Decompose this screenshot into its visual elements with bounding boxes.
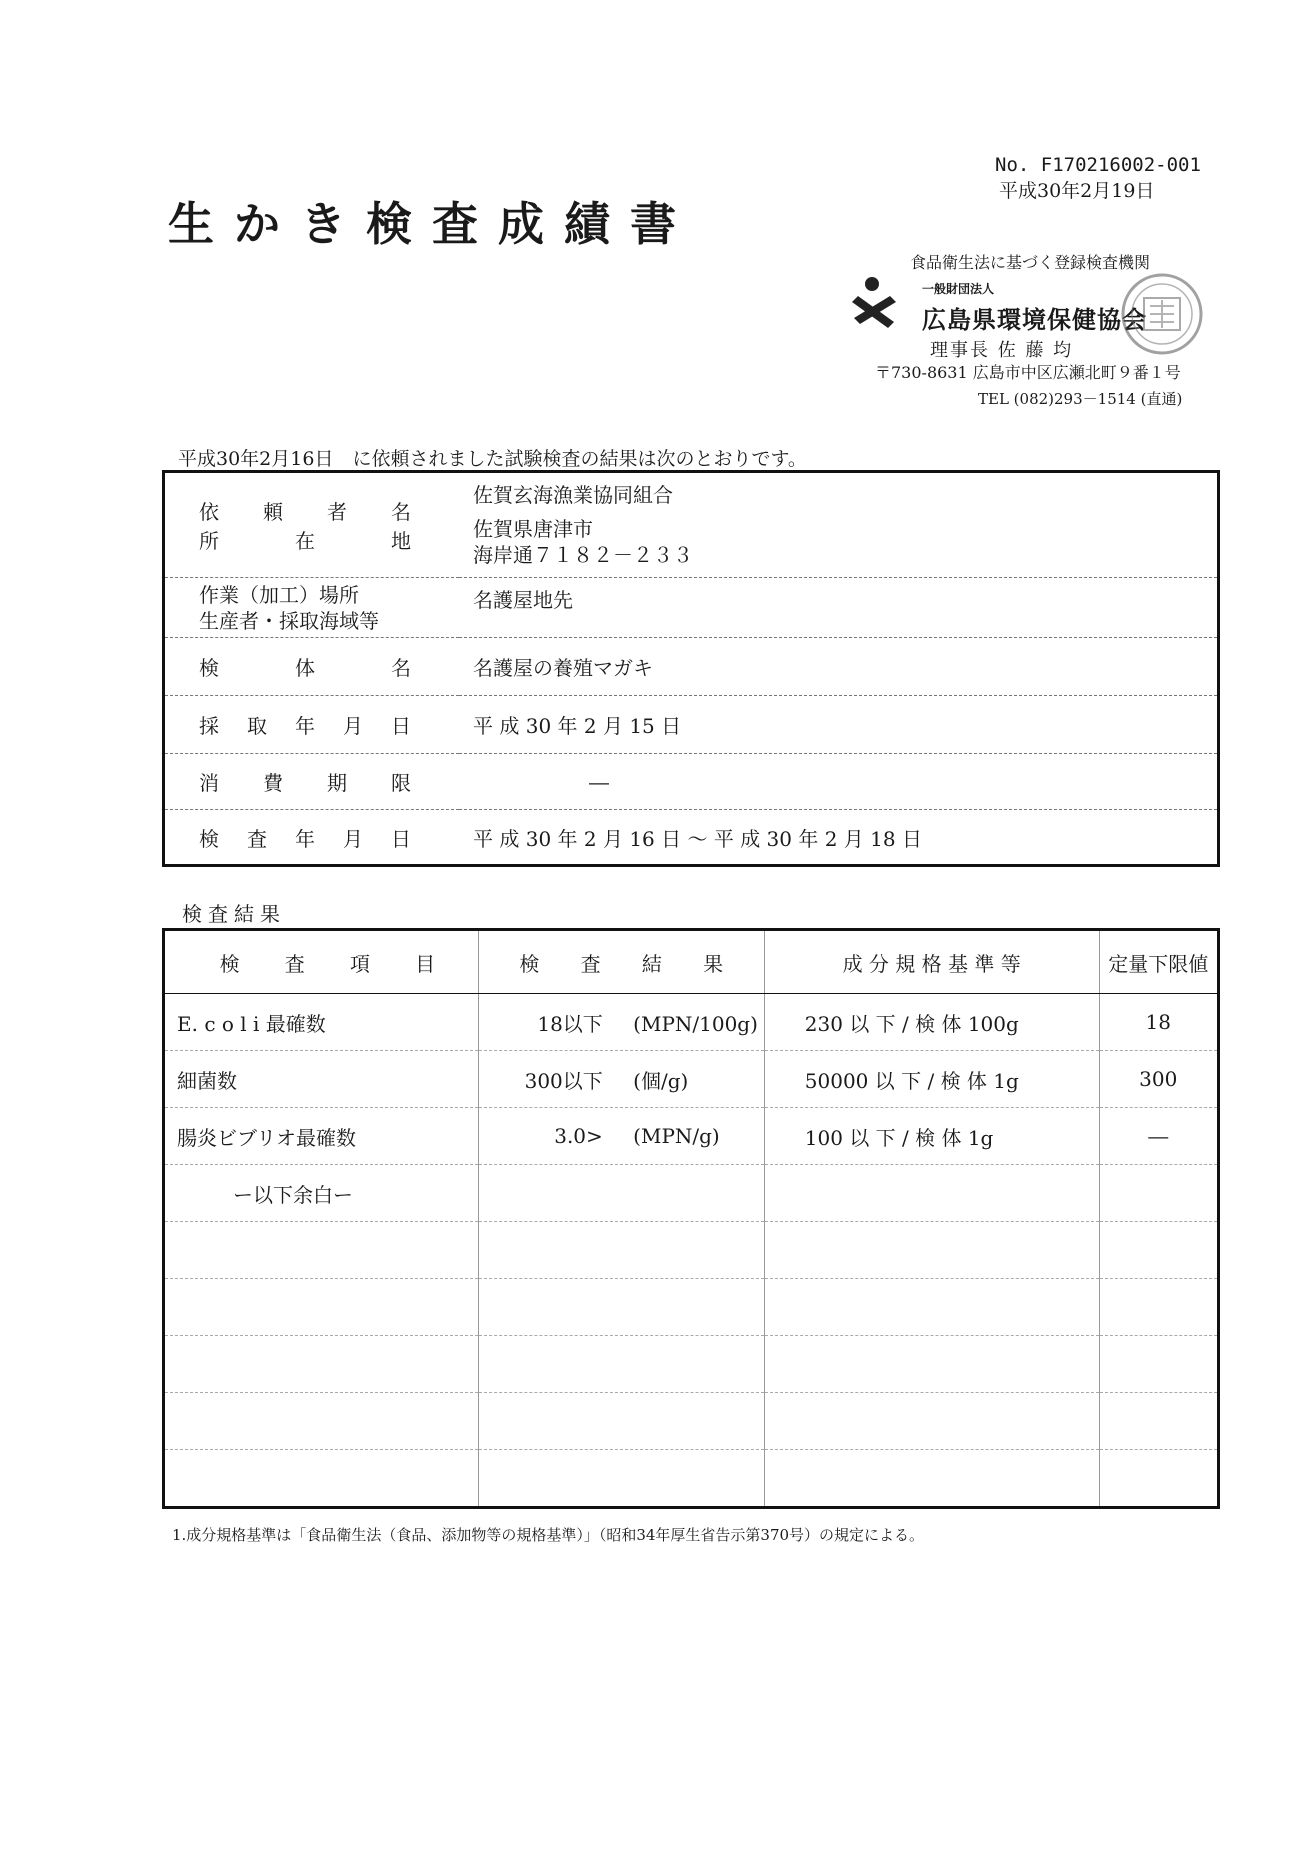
organization-logo-icon (850, 274, 900, 332)
issuer-address: 〒730-8631 広島市中区広瀬北町９番１号 (875, 363, 1181, 382)
row-standard: 50000 以 下 / 検 体 1g (764, 1051, 1099, 1108)
test-date-row (164, 810, 1219, 866)
table-row (164, 994, 1219, 1051)
row-limit: ― (1099, 1108, 1218, 1165)
row-standard: 230 以 下 / 検 体 100g (764, 994, 1099, 1051)
expiry-row (164, 754, 1219, 810)
client-row (164, 472, 1219, 578)
end-mark: ー以下余白ー (164, 1165, 479, 1222)
intro-text: 平成30年2月16日 に依頼されました試験検査の結果は次のとおりです。 (178, 448, 807, 470)
results-section-label: 検査結果 (182, 902, 286, 926)
row-item: 腸炎ビブリオ最確数 (164, 1108, 479, 1165)
table-row (164, 1450, 1219, 1508)
table-row (164, 1108, 1219, 1165)
table-row (164, 1393, 1219, 1450)
row-limit: 300 (1099, 1051, 1218, 1108)
row-unit: (MPN/g) (633, 1124, 720, 1148)
location-line1: 佐賀県唐津市 (473, 517, 593, 541)
issuer-org-name: 広島県環境保健協会 (922, 306, 1147, 334)
official-seal-icon (1120, 272, 1204, 356)
work-place-value: 名護屋地先 (459, 578, 1219, 638)
page-title: 生かき検査成績書 (168, 197, 696, 251)
document-number: No. F170216002-001 (995, 154, 1201, 176)
header-test-item: 検 査 項 目 (219, 951, 436, 976)
specimen-label: 検 体 名 (199, 656, 411, 680)
row-unit: (個/g) (633, 1068, 689, 1093)
row-result: 3.0> (554, 1124, 603, 1148)
results-header-row (164, 930, 1219, 994)
sampling-date-value: 平 成 30 年 2 月 15 日 (459, 696, 1219, 754)
row-item: E. c o l i 最確数 (164, 994, 479, 1051)
request-info-table (162, 470, 1220, 867)
specimen-value: 名護屋の養殖マガキ (459, 638, 1219, 696)
results-table (162, 928, 1220, 1509)
work-place-label: 作業（加工）場所 (199, 582, 359, 607)
row-standard: 100 以 下 / 検 体 1g (764, 1108, 1099, 1165)
table-row (164, 1279, 1219, 1336)
table-row (164, 1165, 1219, 1222)
row-item: 細菌数 (164, 1051, 479, 1108)
test-date-label: 検 査 年 月 日 (199, 826, 411, 851)
row-unit: (MPN/100g) (633, 1011, 758, 1036)
expiry-value: ― (459, 754, 1219, 810)
header-limit: 定量下限値 (1099, 930, 1218, 994)
work-place-row (164, 578, 1219, 638)
issuer-representative: 理事長 佐 藤 均 (930, 340, 1074, 361)
row-result: 300以下 (524, 1068, 603, 1093)
sampling-date-label: 採 取 年 月 日 (199, 714, 411, 738)
document-date: 平成30年2月19日 (999, 180, 1155, 202)
footnote: 1.成分規格基準は「食品衛生法（食品、添加物等の規格基準）」（昭和34年厚生省告示第370号）の規定による。 (172, 1526, 925, 1544)
table-row (164, 1222, 1219, 1279)
row-limit: 18 (1099, 994, 1218, 1051)
specimen-row (164, 638, 1219, 696)
table-row (164, 1051, 1219, 1108)
client-label: 依 頼 者 名 (199, 500, 411, 524)
location-line2: 海岸通７１８２－２３３ (473, 543, 693, 567)
location-label: 所 在 地 (199, 529, 411, 553)
expiry-label: 消 費 期 限 (199, 771, 411, 795)
header-standard: 成 分 規 格 基 準 等 (764, 930, 1099, 994)
table-row (164, 1336, 1219, 1393)
issuer-registration: 食品衛生法に基づく登録検査機関 (910, 253, 1151, 272)
test-date-value: 平 成 30 年 2 月 16 日 ～ 平 成 30 年 2 月 18 日 (473, 826, 922, 851)
issuer-tel: TEL (082)293－1514 (直通) (978, 390, 1183, 408)
producer-label: 生産者・採取海域等 (199, 608, 379, 633)
header-test-result: 検 査 結 果 (519, 951, 724, 976)
row-result: 18以下 (537, 1011, 603, 1036)
sampling-date-row (164, 696, 1219, 754)
client-name: 佐賀玄海漁業協同組合 (473, 483, 673, 507)
issuer-corp-type: 一般財団法人 (922, 282, 995, 296)
